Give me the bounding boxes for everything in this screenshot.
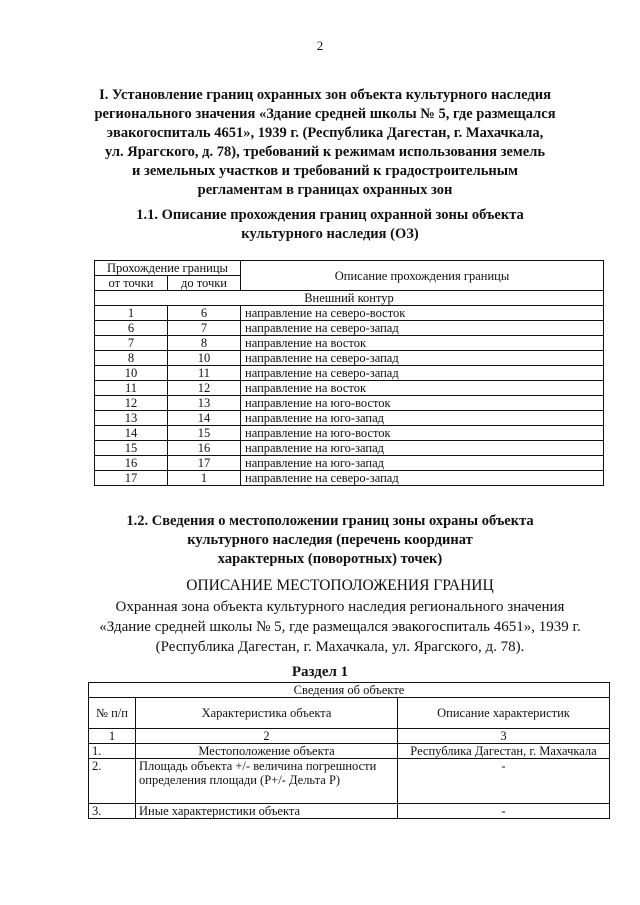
heading-line: эвакогоспиталь 4651», 1939 г. (Республика Дагестан, г. Махачкала, xyxy=(106,125,544,141)
heading-line: и земельных участков и требований к градостроительным xyxy=(132,163,518,179)
from-cell: 17 xyxy=(95,471,168,486)
char-cell: Местоположение объекта xyxy=(136,744,398,759)
heading-line: I. Установление границ охранных зон объекта культурного наследия xyxy=(99,87,551,103)
desc-cell: направление на северо-запад xyxy=(241,471,604,486)
heading-line: 1.1. Описание прохождения границ охранной зоны объекта xyxy=(136,207,524,223)
table-row xyxy=(95,441,604,456)
desc-cell: направление на юго-восток xyxy=(241,396,604,411)
to-cell: 1 xyxy=(168,471,241,486)
desc-cell: - xyxy=(398,804,610,819)
header-num-cell: № п/п xyxy=(89,698,136,729)
object-info-table xyxy=(88,682,610,819)
desc-cell: направление на северо-запад xyxy=(241,351,604,366)
section-1-1-heading xyxy=(110,206,550,244)
from-cell: 8 xyxy=(95,351,168,366)
description-line: (Республика Дагестан, г. Махачкала, ул. Ярагского, д. 78). xyxy=(155,639,525,655)
table-row xyxy=(95,381,604,396)
table-row xyxy=(95,321,604,336)
from-cell: 11 xyxy=(95,381,168,396)
from-cell: 1 xyxy=(95,306,168,321)
table-row xyxy=(89,759,610,804)
to-cell: 6 xyxy=(168,306,241,321)
from-cell: 12 xyxy=(95,396,168,411)
from-cell: 7 xyxy=(95,336,168,351)
num-cell: 3. xyxy=(89,804,136,819)
desc-cell: направление на юго-запад xyxy=(241,411,604,426)
table-row xyxy=(95,366,604,381)
heading-line: культурного наследия (ОЗ) xyxy=(241,226,419,242)
header-desc-cell: Описание характеристик xyxy=(398,698,610,729)
description-line: Охранная зона объекта культурного наследия регионального значения xyxy=(115,599,565,615)
num-cell: 2. xyxy=(89,759,136,804)
table-row xyxy=(89,744,610,759)
char-cell: Площадь объекта +/- величина погрешности определения площади (Р+/- Дельта Р) xyxy=(136,759,398,804)
table-row xyxy=(95,471,604,486)
desc-cell: направление на северо-запад xyxy=(241,321,604,336)
section-1-heading xyxy=(90,86,560,200)
desc-cell: направление на восток xyxy=(241,381,604,396)
desc-cell: - xyxy=(398,759,610,804)
from-cell: 13 xyxy=(95,411,168,426)
table-row xyxy=(95,336,604,351)
header-from-cell: от точки xyxy=(95,276,168,291)
desc-cell: направление на северо-запад xyxy=(241,366,604,381)
razdel-title: Раздел 1 xyxy=(291,664,349,680)
table-row xyxy=(95,456,604,471)
to-cell: 17 xyxy=(168,456,241,471)
table-row xyxy=(95,396,604,411)
header-to-cell: до точки xyxy=(168,276,241,291)
heading-line: регионального значения «Здание средней школы № 5, где размещался xyxy=(94,106,556,122)
contour-label-cell: Внешний контур xyxy=(95,291,604,306)
caption-cell: Сведения об объекте xyxy=(89,683,610,698)
to-cell: 14 xyxy=(168,411,241,426)
page-number: 2 xyxy=(316,38,324,53)
description-line: «Здание средней школы № 5, где размещался эвакогоспиталь 4651», 1939 г. xyxy=(99,619,581,635)
table-row xyxy=(95,351,604,366)
heading-line: культурного наследия (перечень координат xyxy=(187,532,473,548)
desc-cell: направление на восток xyxy=(241,336,604,351)
to-cell: 8 xyxy=(168,336,241,351)
table-row xyxy=(89,804,610,819)
char-cell: Иные характеристики объекта xyxy=(136,804,398,819)
table-row xyxy=(95,426,604,441)
to-cell: 16 xyxy=(168,441,241,456)
header-char-cell: Характеристика объекта xyxy=(136,698,398,729)
desc-cell: Республика Дагестан, г. Махачкала xyxy=(398,744,610,759)
from-cell: 10 xyxy=(95,366,168,381)
col-number-cell: 3 xyxy=(398,729,610,744)
from-cell: 16 xyxy=(95,456,168,471)
from-cell: 6 xyxy=(95,321,168,336)
table-row xyxy=(95,306,604,321)
to-cell: 12 xyxy=(168,381,241,396)
heading-line: характерных (поворотных) точек) xyxy=(217,551,443,567)
to-cell: 7 xyxy=(168,321,241,336)
heading-line: ул. Ярагского, д. 78), требований к режимам использования земель xyxy=(104,144,546,160)
col-number-cell: 1 xyxy=(89,729,136,744)
to-cell: 15 xyxy=(168,426,241,441)
boundary-table xyxy=(94,260,604,486)
description-title: ОПИСАНИЕ МЕСТОПОЛОЖЕНИЯ ГРАНИЦ xyxy=(186,577,494,594)
table-row xyxy=(95,411,604,426)
desc-cell: направление на северо-восток xyxy=(241,306,604,321)
section-1-2-heading xyxy=(100,512,560,569)
desc-cell: направление на юго-запад xyxy=(241,441,604,456)
desc-cell: направление на юго-восток xyxy=(241,426,604,441)
header-group-cell: Прохождение границы xyxy=(95,261,241,276)
num-cell: 1. xyxy=(89,744,136,759)
heading-line: 1.2. Сведения о местоположении границ зоны охраны объекта xyxy=(126,513,534,529)
to-cell: 11 xyxy=(168,366,241,381)
header-desc-cell: Описание прохождения границы xyxy=(241,261,604,291)
heading-line: регламентам в границах охранных зон xyxy=(197,182,453,198)
desc-cell: направление на юго-запад xyxy=(241,456,604,471)
col-number-cell: 2 xyxy=(136,729,398,744)
to-cell: 13 xyxy=(168,396,241,411)
from-cell: 14 xyxy=(95,426,168,441)
to-cell: 10 xyxy=(168,351,241,366)
description-text xyxy=(50,597,630,657)
from-cell: 15 xyxy=(95,441,168,456)
